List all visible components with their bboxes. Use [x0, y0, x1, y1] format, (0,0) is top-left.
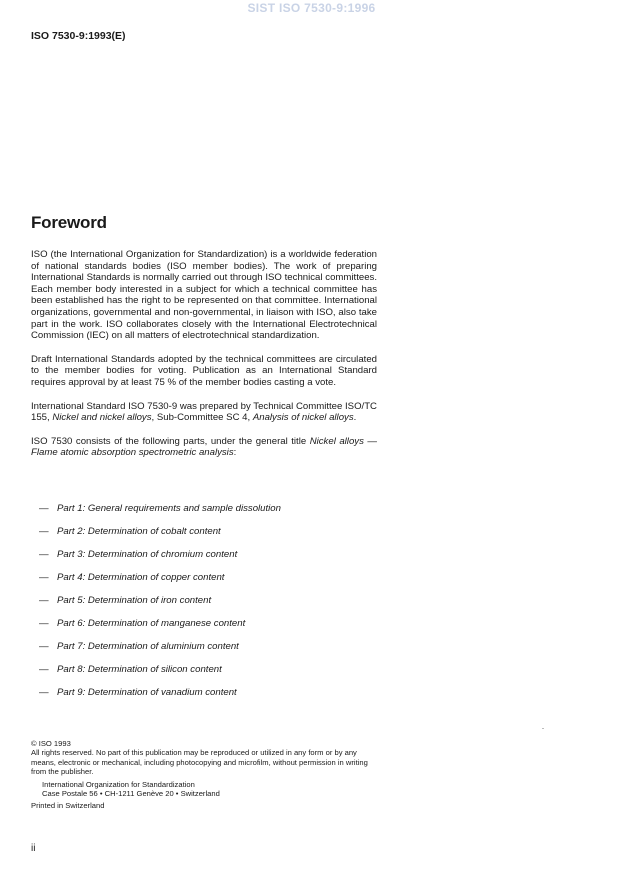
subcommittee-text: , Sub-Committee SC 4, [151, 412, 253, 424]
page-heading: Foreword [31, 213, 107, 232]
organization-name: International Organization for Standardization [42, 779, 195, 789]
parts-list [39, 503, 281, 710]
dash-marker: — [39, 641, 49, 652]
paragraph-draft-standards: Draft International Standards adopted by the technical committees are circulated to the member bodies for voting. Publication as an International Standard requires approval by at least 75 % of the member bodies casting a vote. [31, 353, 377, 388]
part-title: Part 7: Determination of aluminium content [57, 641, 239, 652]
list-item [39, 641, 281, 664]
part-title: Part 8: Determination of silicon content [57, 664, 222, 675]
rights-statement: All rights reserved. No part of this publication may be reproduced or utilized in any form or by any means, electronic or mechanical, including photocopying and microfilm, without permission in writing from the publisher. [31, 748, 368, 777]
organization-address: Case Postale 56 • CH-1211 Genève 20 • Switzerland [42, 789, 220, 799]
dash-marker: — [39, 526, 49, 537]
dash-marker: — [39, 549, 49, 560]
committee-title: Nickel and nickel alloys [52, 412, 152, 424]
foreword-body [31, 249, 377, 471]
list-item [39, 503, 281, 526]
dash-marker: — [39, 595, 49, 606]
period: . [353, 412, 357, 424]
copyright-line: © ISO 1993 [31, 739, 71, 748]
document-id: ISO 7530-9:1993(E) [31, 30, 126, 42]
part-title: Part 2: Determination of cobalt content [57, 526, 221, 537]
list-item [39, 549, 281, 572]
watermark: SIST ISO 7530-9:1996 [247, 1, 376, 15]
list-item [39, 526, 281, 549]
list-item [39, 664, 281, 687]
paragraph-prepared-by [31, 401, 377, 424]
part-title: Part 5: Determination of iron content [57, 595, 212, 606]
paragraph-parts-intro [31, 436, 377, 459]
list-item [39, 572, 281, 595]
prepared-by-text: International Standard ISO 7530-9 was prepared by Technical Committee ISO/TC 155, [31, 400, 377, 424]
dash-marker: — [39, 664, 49, 675]
part-title: Part 1: General requirements and sample dissolution [57, 503, 281, 514]
colon: : [233, 447, 237, 459]
part-title: Part 3: Determination of chromium content [57, 549, 238, 560]
part-title: Part 6: Determination of manganese content [57, 618, 246, 629]
dash-marker: — [39, 618, 49, 629]
list-item [39, 618, 281, 641]
dash-marker: — [39, 572, 49, 583]
dash-marker: — [39, 687, 49, 698]
copyright-block [31, 739, 377, 811]
paragraph-iso-intro: ISO (the International Organization for Standardization) is a worldwide federation of national standards bodies (ISO member bodies). The work of preparing International Standards is normally carried out through ISO technical committees. Each member body interested in a subject for which a technical committee has been established has the right to be represented on that committee. International organizations, governmental and non-governmental, in liaison with ISO, also take part in the work. ISO collaborates closely with the International Electrotechnical Commission (IEC) on all matters of electrotechnical standardization. [31, 249, 377, 342]
part-title: Part 4: Determination of copper content [57, 572, 225, 583]
subcommittee-title: Analysis of nickel alloys [252, 412, 354, 424]
general-title: Nickel alloys — Flame atomic absorption spectrometric analysis [31, 435, 377, 459]
page-number: ii [31, 843, 36, 854]
scan-mark [542, 728, 544, 729]
parts-intro-text: ISO 7530 consists of the following parts, under the general title [31, 435, 310, 447]
list-item [39, 595, 281, 618]
list-item [39, 687, 281, 710]
printed-in: Printed in Switzerland [31, 801, 105, 811]
part-title: Part 9: Determination of vanadium content [57, 687, 237, 698]
dash-marker: — [39, 503, 49, 514]
